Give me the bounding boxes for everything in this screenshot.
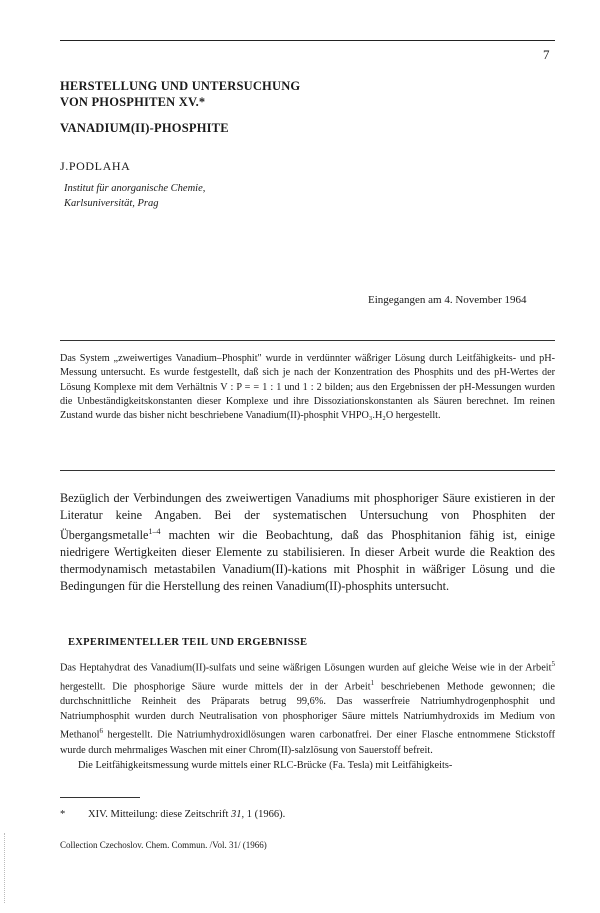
footnote-volume: 31,: [231, 809, 245, 820]
affiliation: [64, 181, 205, 211]
exp-text-c: beschriebenen Methode gewonnen; die durchschnittliche Reinheit des Präparats betrug 99,6%. Das wasserfreie Natriumhydrogenphosphit und Natriumphosphit wurden durch Neutralisation von phosphoriger Säure mittels Natriumhydroxids im Medium von Methanol: [60, 680, 555, 741]
exp-text-b: hergestellt. Die phosphorige Säure wurde mittels der in der Arbeit: [60, 680, 371, 692]
author: J.PODLAHA: [60, 159, 131, 173]
exp-text-d: hergestellt. Die Natriumhydroxidlösungen waren carbonatfrei. Der einer Flasche entnommene Stickstoff wurde durch mehrmaliges Waschen mit einer Chrom(II)-salzlösung von Sauerstoff befreit.: [60, 729, 555, 756]
footnote-text-a: XIV. Mitteilung: diese Zeitschrift: [88, 809, 231, 820]
abstract-bottom-rule: [60, 470, 555, 471]
introduction-paragraph: [60, 490, 555, 595]
article-title: [60, 78, 300, 110]
affiliation-line-2: Karlsuniversität, Prag: [64, 198, 159, 209]
footnote-mark: *: [60, 809, 66, 820]
received-date: Eingegangen am 4. November 1964: [368, 294, 527, 306]
experimental-paragraph-1: [60, 657, 555, 758]
page-number: 7: [543, 47, 550, 62]
footnote-text-b: 1 (1966).: [244, 809, 286, 820]
footnote: [60, 809, 285, 820]
article-subtitle: VANADIUM(II)-PHOSPHITE: [60, 121, 229, 135]
exp-text-a: Das Heptahydrat des Vanadium(II)-sulfats und seine wäßrigen Lösungen wurden auf gleiche Weise wie in der Arbeit: [60, 662, 552, 674]
experimental-paragraph-2: Die Leitfähigkeitsmessung wurde mittels einer RLC-Brücke (Fa. Tesla) mit Leitfähigkeits-: [78, 759, 453, 771]
title-line-2: VON PHOSPHITEN XV.*: [60, 95, 206, 109]
journal-citation: Collection Czechoslov. Chem. Commun. /Vol. 31/ (1966): [60, 840, 267, 850]
abstract-top-rule: [60, 340, 555, 341]
intro-reference: 1–4: [148, 526, 161, 536]
title-line-1: HERSTELLUNG UND UNTERSUCHUNG: [60, 79, 301, 93]
intro-text-1: Bezüglich der Verbindungen des zweiwertigen Vanadiums mit phosphoriger Säure existieren in der Literatur keine Angaben. Bei der systematischen Untersuchung von Phosphiten der Übergangsmetalle: [60, 491, 555, 542]
experimental-section: [60, 657, 555, 773]
section-heading: EXPERIMENTELLER TEIL UND ERGEBNISSE: [68, 637, 308, 648]
footnote-rule: [60, 797, 140, 798]
margin-scan-mark: [4, 833, 13, 903]
reference-1: 1: [370, 678, 375, 687]
intro-text-2: machten wir die Beobachtung, daß das Phosphitanion fähig ist, einige niedrigere Wertigkeiten dieser Elemente zu stabilisieren. In dieser Arbeit wurde die Reaktion des thermodynamisch metastabilen Vanadium(II)-kations mit Phosphit in wäßriger Lösung und die Bedingungen für die Herstellung des reinen Vanadium(II)-phosphits untersucht.: [60, 527, 555, 593]
reference-6: 6: [99, 727, 103, 736]
abstract: Das System „zweiwertiges Vanadium–Phosphit" wurde in verdünnter wäßriger Lösung durch Leitfähigkeits- und pH-Messung untersucht. Es wurde festgestellt, daß sich je nach der Konzentration des Phosphits und des pH-Wertes der Lösung Komplexe mit dem Verhältnis V : P = = 1 : 1 und 1 : 2 bilden; aus den Ergebnissen der pH-Messungen wurden die Unbeständigkeitskonstanten dieser Komplexe und ihre Dissoziationskonstanten als Säuren berechnet. Im reinen Zustand wurde das bisher nicht beschriebene Vanadium(II)-phosphit VHPO₃.H₂O hergestellt.: [60, 353, 555, 422]
reference-5: 5: [551, 660, 555, 668]
header-rule: [60, 40, 555, 41]
affiliation-line-1: Institut für anorganische Chemie,: [64, 183, 206, 194]
